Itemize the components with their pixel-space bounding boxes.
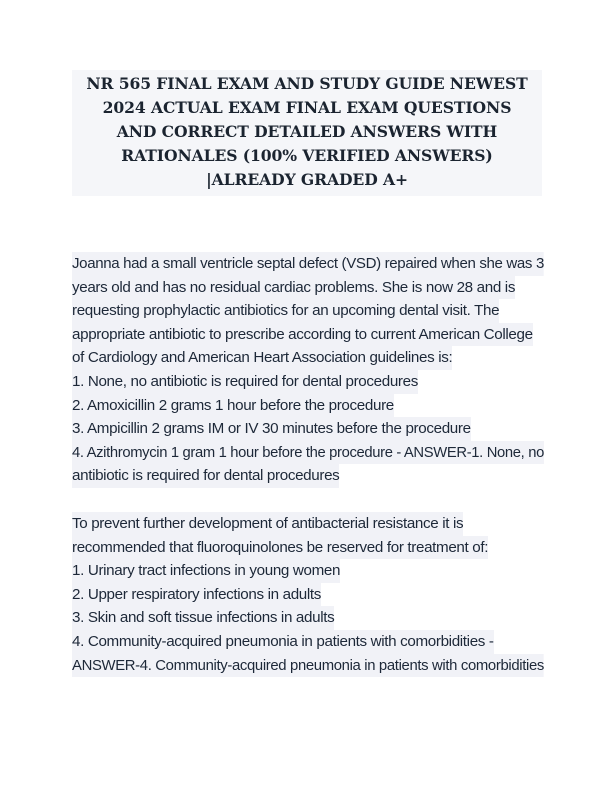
title-line: |ALREADY GRADED A+ — [206, 170, 408, 189]
question-text-line: requesting prophylactic antibiotics for an upcoming dental visit. The — [72, 299, 499, 323]
question-text-line: recommended that fluoroquinolones be reserved for treatment of: — [72, 536, 488, 560]
question-block-1 — [72, 252, 544, 488]
question-text-line: Joanna had a small ventricle septal defect (VSD) repaired when she was 3 — [72, 252, 544, 276]
question-block-2 — [72, 512, 544, 677]
title-line: RATIONALES (100% VERIFIED ANSWERS) — [121, 146, 493, 165]
question-text-line: years old and has no residual cardiac problems. She is now 28 and is — [72, 276, 515, 300]
answer-option: 2. Amoxicillin 2 grams 1 hour before the procedure — [72, 394, 394, 418]
answer-option: 1. Urinary tract infections in young women — [72, 559, 340, 583]
answer-option: 4. Community-acquired pneumonia in patients with comorbidities - — [72, 630, 494, 654]
question-text-line: appropriate antibiotic to prescribe according to current American College — [72, 323, 533, 347]
question-text-line: To prevent further development of antibacterial resistance it is — [72, 512, 463, 536]
question-text-line: of Cardiology and American Heart Association guidelines is: — [72, 346, 452, 370]
document-title — [72, 70, 542, 196]
answer-key: antibiotic is required for dental procedures — [72, 464, 339, 488]
title-line: 2024 ACTUAL EXAM FINAL EXAM QUESTIONS — [102, 98, 512, 117]
answer-option: 3. Skin and soft tissue infections in adults — [72, 606, 334, 630]
answer-option: 2. Upper respiratory infections in adults — [72, 583, 321, 607]
answer-option: 4. Azithromycin 1 gram 1 hour before the procedure - ANSWER-1. None, no — [72, 441, 544, 465]
answer-key: ANSWER-4. Community-acquired pneumonia in patients with comorbidities — [72, 654, 544, 678]
title-line: NR 565 FINAL EXAM AND STUDY GUIDE NEWEST — [86, 74, 528, 93]
answer-option: 3. Ampicillin 2 grams IM or IV 30 minutes before the procedure — [72, 417, 471, 441]
title-line: AND CORRECT DETAILED ANSWERS WITH — [116, 122, 498, 141]
answer-option: 1. None, no antibiotic is required for dental procedures — [72, 370, 418, 394]
